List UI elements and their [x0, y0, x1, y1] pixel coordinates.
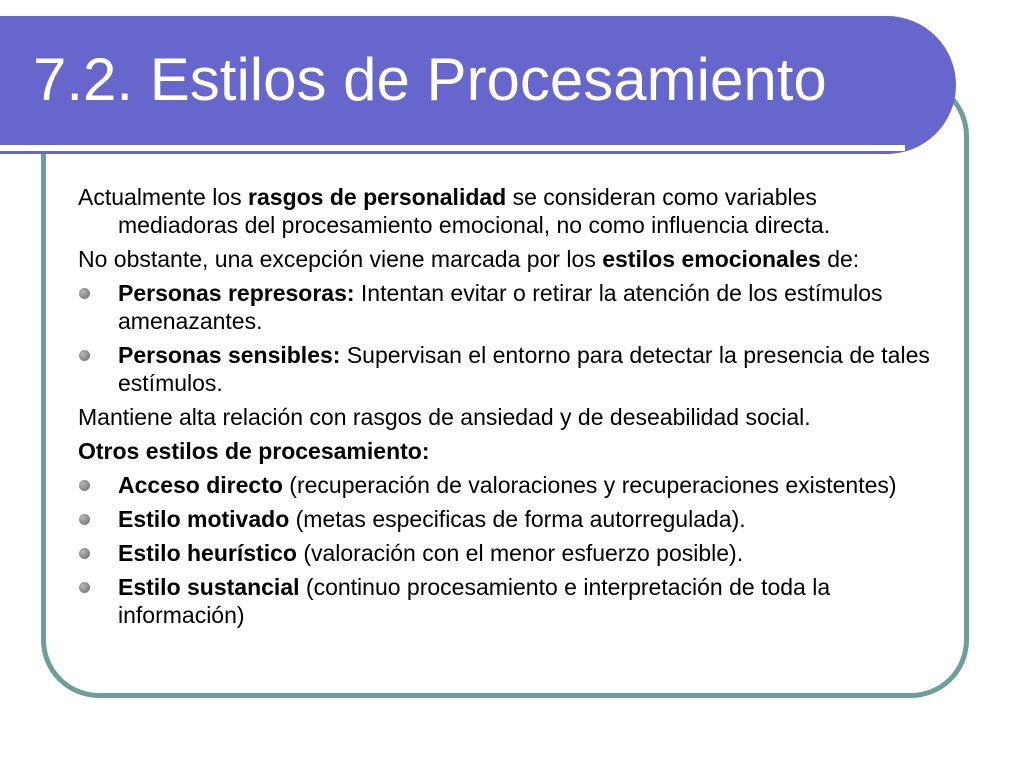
bullet-item-represoras-text: Intentan evitar o retirar la atención de los estímulos amenazantes. — [118, 280, 883, 334]
bullet-item-estilo-motivado-text: (metas especificas de forma autorregulada). — [289, 506, 746, 532]
bullet-item-represoras — [78, 279, 938, 335]
bullet-item-estilo-sustancial-bold: Estilo sustancial — [118, 574, 300, 600]
paragraph-other-styles-bold: Otros estilos de procesamiento: — [78, 438, 430, 464]
bullet-dot-icon — [79, 582, 90, 593]
bullet-item-estilo-heuristico-bold: Estilo heurístico — [118, 540, 297, 566]
bullet-dot-icon — [79, 350, 90, 361]
paragraph-personality-bold: rasgos de personalidad — [248, 184, 507, 210]
bullet-item-estilo-sustancial-text: (continuo procesamiento e interpretación de toda la información) — [118, 574, 831, 628]
bullet-item-sensibles — [78, 341, 938, 397]
bullet-dot-icon — [79, 480, 90, 491]
bullet-item-estilo-motivado — [78, 505, 938, 533]
paragraph-other-styles — [78, 437, 938, 465]
bullet-item-estilo-heuristico-text: (valoración con el menor esfuerzo posible). — [296, 540, 744, 566]
paragraph-exception-pre: No obstante, una excepción viene marcada por los — [78, 246, 603, 272]
bullet-item-sensibles-text: Supervisan el entorno para detectar la presencia de tales estímulos. — [118, 342, 930, 396]
bullet-item-estilo-heuristico — [78, 539, 938, 567]
paragraph-exception — [78, 245, 938, 273]
bullet-item-acceso-directo-bold: Acceso directo — [118, 472, 283, 498]
bullet-item-represoras-bold: Personas represoras: — [118, 280, 355, 306]
paragraph-relation: Mantiene alta relación con rasgos de ansiedad y de deseabilidad social. — [78, 404, 811, 430]
bullet-item-sensibles-bold: Personas sensibles: — [118, 342, 341, 368]
paragraph-exception-bold: estilos emocionales — [602, 246, 821, 272]
paragraph-personality-post: se consideran como variables mediadoras del procesamiento emocional, no como influencia directa. — [118, 184, 831, 238]
bullet-dot-icon — [79, 514, 90, 525]
slide-title: 7.2. Estilos de Procesamiento — [33, 46, 827, 113]
paragraph-personality-pre: Actualmente los — [78, 184, 249, 210]
paragraph-exception-post: de: — [820, 246, 860, 272]
bullet-item-estilo-motivado-bold: Estilo motivado — [118, 506, 290, 532]
paragraph-personality — [78, 183, 938, 239]
bullet-item-estilo-sustancial — [78, 573, 938, 629]
bullet-item-acceso-directo-text: (recuperación de valoraciones y recuperaciones existentes) — [282, 472, 897, 498]
bullet-dot-icon — [79, 288, 90, 299]
slide-body — [78, 183, 938, 635]
title-underline — [0, 145, 905, 151]
bullet-item-acceso-directo — [78, 471, 938, 499]
bullet-dot-icon — [79, 548, 90, 559]
